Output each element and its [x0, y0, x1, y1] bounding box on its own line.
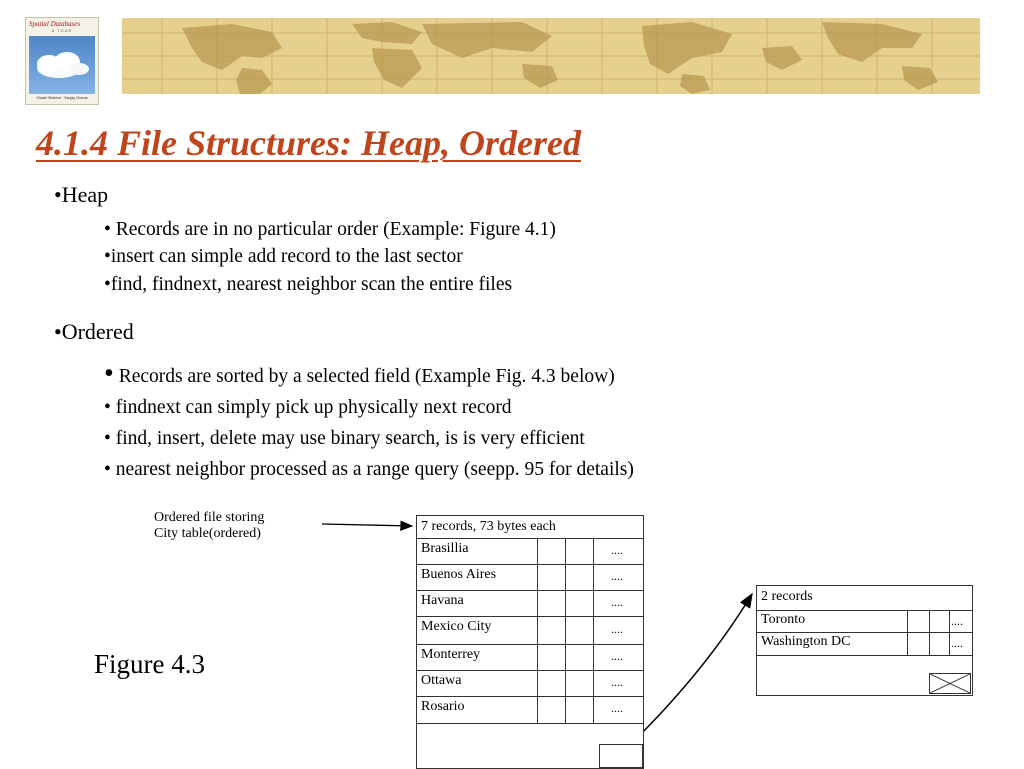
null-pointer-icon: [930, 674, 970, 693]
record-row: [757, 632, 972, 656]
heap-point-3: •find, findnext, nearest neighbor scan the entire files: [104, 274, 513, 295]
record-row: [417, 644, 643, 671]
heap-point-1: • Records are in no particular order (Example: Figure 4.1): [104, 219, 556, 240]
record-row: [417, 616, 643, 645]
figure-label: Figure 4.3: [94, 649, 205, 679]
record-row: [417, 538, 643, 565]
overflow-block-header: 2 records: [761, 589, 813, 604]
overflow-pointer-cell: [599, 744, 643, 768]
page-title: 4.1.4 File Structures: Heap, Ordered: [36, 123, 581, 163]
ordered-point-1-bullet: •: [104, 358, 114, 389]
ordered-point-1-text: Records are sorted by a selected field (Example Fig. 4.3 below): [113, 366, 615, 387]
ordered-point-2: • findnext can simply pick up physically next record: [104, 397, 512, 418]
book-title: Spatial Databases: [29, 20, 81, 28]
field-divider: [593, 538, 594, 723]
figure-caption-line-1: Ordered file storing: [154, 510, 265, 525]
record-ellipsis: ....: [951, 614, 963, 628]
record-name: Ottawa: [421, 673, 462, 688]
record-row: [417, 670, 643, 697]
record-row: [417, 696, 643, 724]
field-divider: [537, 538, 538, 723]
field-divider: [907, 610, 908, 655]
record-ellipsis: ....: [951, 636, 963, 650]
record-name: Monterrey: [421, 647, 481, 662]
heap-heading: •Heap: [54, 182, 109, 207]
record-name: Washington DC: [761, 634, 851, 649]
record-name: Toronto: [761, 612, 806, 627]
caption-arrow: [322, 524, 412, 526]
field-divider: [565, 538, 566, 723]
record-ellipsis: ....: [611, 543, 623, 557]
ordered-file-block: [416, 515, 644, 769]
book-authors: Shashi Shekhar · Sanjay Chawla: [36, 96, 88, 100]
ordered-point-4: • nearest neighbor processed as a range query (seepp. 95 for details): [104, 459, 634, 480]
record-name: Buenos Aires: [421, 567, 497, 582]
record-ellipsis: ....: [611, 569, 623, 583]
record-name: Mexico City: [421, 619, 492, 634]
record-row: [757, 610, 972, 633]
heap-point-2: •insert can simple add record to the last sector: [104, 246, 463, 267]
field-divider: [949, 610, 950, 655]
record-ellipsis: ....: [611, 649, 623, 663]
ordered-heading: •Ordered: [54, 319, 134, 344]
record-ellipsis: ....: [611, 675, 623, 689]
ordered-point-3: • find, insert, delete may use binary search, is is very efficient: [104, 428, 585, 449]
record-name: Rosario: [421, 699, 465, 714]
figure-caption-line-2: City table(ordered): [154, 526, 261, 541]
book-subtitle: A TOUR: [51, 28, 73, 33]
record-ellipsis: ....: [611, 595, 623, 609]
overflow-block: [756, 585, 973, 696]
block-header: 7 records, 73 bytes each: [421, 519, 556, 534]
record-ellipsis: ....: [611, 622, 623, 636]
record-ellipsis: ....: [611, 701, 623, 715]
record-name: Brasillia: [421, 541, 469, 556]
record-name: Havana: [421, 593, 464, 608]
null-pointer-cell: [929, 673, 971, 694]
field-divider: [929, 610, 930, 655]
record-row: [417, 564, 643, 591]
record-row: [417, 590, 643, 617]
